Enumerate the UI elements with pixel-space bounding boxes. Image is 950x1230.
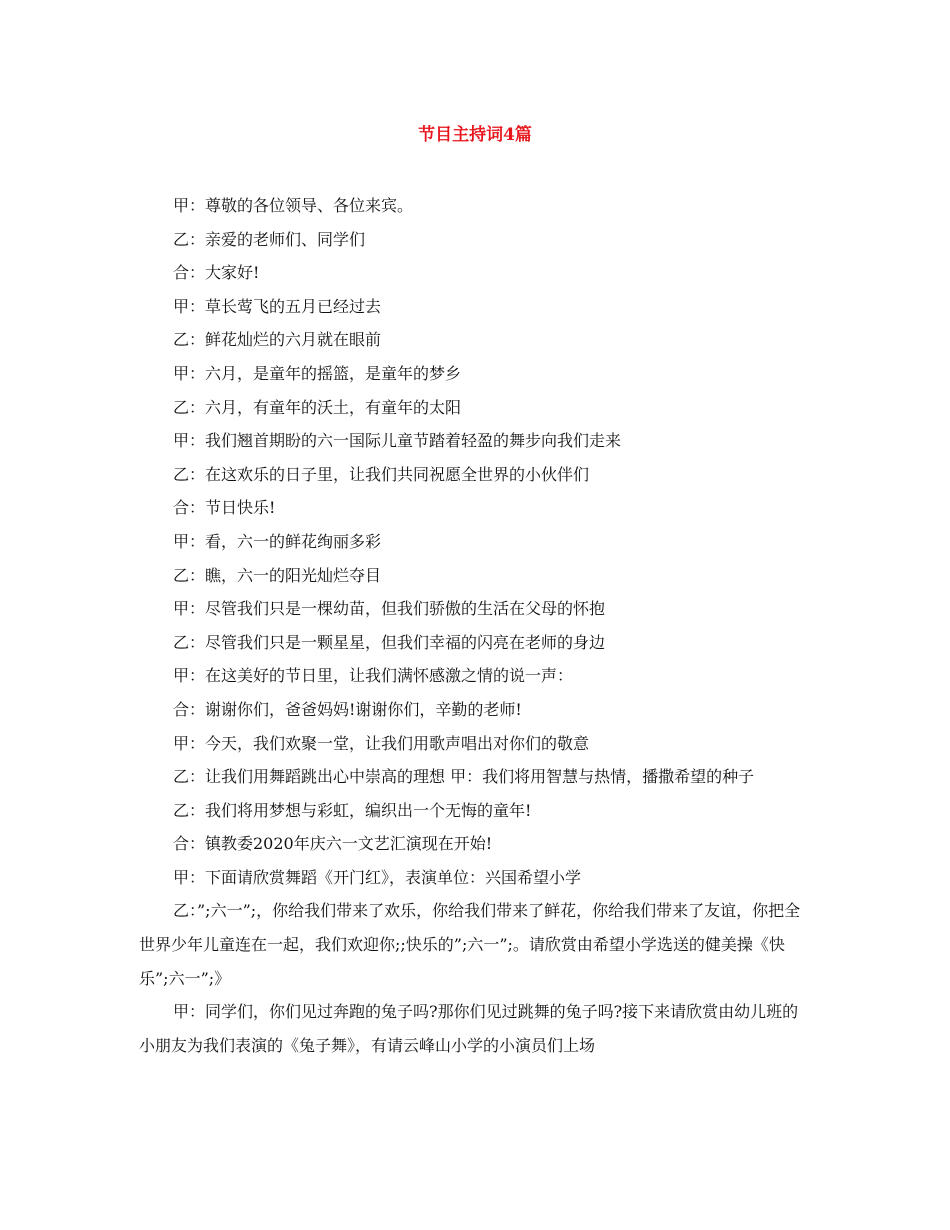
paragraph: 乙：让我们用舞蹈跳出心中崇高的理想 甲：我们将用智慧与热情，播撒希望的种子 xyxy=(173,767,755,787)
paragraph: 甲：草长莺飞的五月已经过去 xyxy=(173,296,382,316)
paragraph: 甲：同学们，你们见过奔跑的兔子吗?那你们见过跳舞的兔子吗?接下来请欣赏由幼儿班的小朋友为我们表演的《兔子舞》，有请云峰山小学的小演员们上场 xyxy=(139,1002,799,1055)
paragraph: 甲：在这美好的节日里，让我们满怀感激之情的说一声： xyxy=(173,666,574,686)
paragraph: 乙：亲爱的老师们、同学们 xyxy=(173,229,366,249)
document-body xyxy=(139,189,813,1062)
paragraph: 甲：今天，我们欢聚一堂，让我们用歌声唱出对你们的敬意 xyxy=(173,733,590,753)
paragraph: 乙：在这欢乐的日子里，让我们共同祝愿全世界的小伙伴们 xyxy=(173,464,590,484)
paragraph: 合：节日快乐! xyxy=(173,498,276,518)
paragraph: 合：大家好! xyxy=(173,263,260,283)
paragraph: 乙：尽管我们只是一颗星星，但我们幸福的闪亮在老师的身边 xyxy=(173,632,606,652)
paragraph: 乙：六月，有童年的沃土，有童年的太阳 xyxy=(173,397,462,417)
paragraph: 甲：六月，是童年的摇篮，是童年的梦乡 xyxy=(173,363,462,383)
paragraph: 乙：”;六一”;，你给我们带来了欢乐，你给我们带来了鲜花，你给我们带来了友谊，你把全世界少年儿童连在一起，我们欢迎你;;快乐的”;六一”;。请欣赏由希望小学选送的健美操《快乐”;六一”;》 xyxy=(139,901,801,988)
paragraph: 甲：我们翘首期盼的六一国际儿童节踏着轻盈的舞步向我们走来 xyxy=(173,431,622,451)
paragraph: 合：谢谢你们，爸爸妈妈!谢谢你们，辛勤的老师! xyxy=(173,699,522,719)
page-title: 节目主持词4篇 xyxy=(418,125,532,145)
paragraph: 乙：鲜花灿烂的六月就在眼前 xyxy=(173,330,382,350)
paragraph: 甲：看，六一的鲜花绚丽多彩 xyxy=(173,531,382,551)
paragraph: 甲：尽管我们只是一棵幼苗，但我们骄傲的生活在父母的怀抱 xyxy=(173,599,606,619)
paragraph: 甲：下面请欣赏舞蹈《开门红》，表演单位：兴国希望小学 xyxy=(173,867,582,887)
paragraph: 乙：我们将用梦想与彩虹，编织出一个无悔的童年! xyxy=(173,800,532,820)
paragraph: 合：镇教委2020年庆六一文艺汇演现在开始! xyxy=(173,834,493,854)
paragraph: 甲：尊敬的各位领导、各位来宾。 xyxy=(173,196,414,215)
paragraph: 乙：瞧，六一的阳光灿烂夺目 xyxy=(173,565,382,585)
